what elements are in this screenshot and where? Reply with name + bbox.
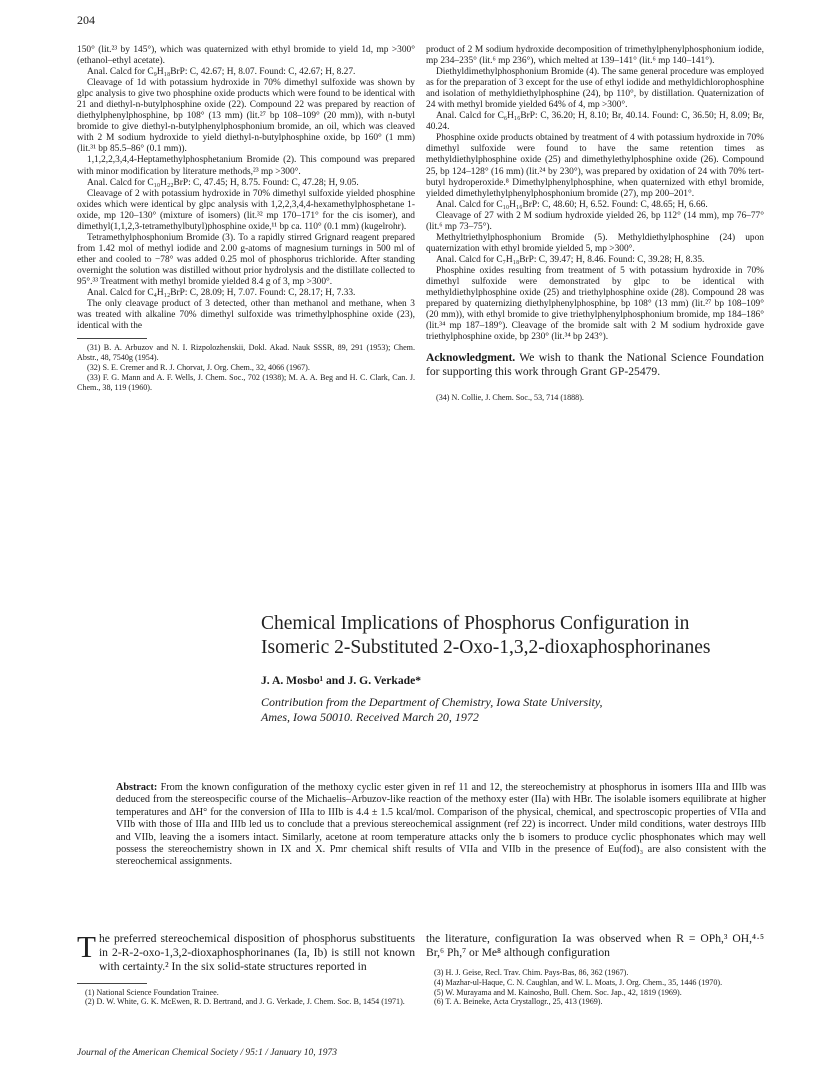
right-paragraph: Phosphine oxide products obtained by treatment of 4 with potassium hydroxide in 70% dimethyl sulfoxide were found to have the same retention times as methyldiethylphosphine oxide (25) and dimethylethylphosphine oxide (26). Compound 25, bp 124–128° (16 mm) (lit.²⁴ by 230°), was prepared by oxidation of 24 with 70% tert-butyl hydroperoxide.⁸ Dimethylphenylphosphine, when quaternized with ethyl bromide, yielded dimethylethylphenylphosphonium bromide (27), mp 200–201°. xyxy=(426,133,764,199)
footnote: (33) F. G. Mann and A. F. Wells, J. Chem. Soc., 702 (1938); M. A. A. Beg and H. C. Clark, Can. J. Chem., 38, 119 (1960). xyxy=(77,373,415,393)
abstract xyxy=(116,782,766,869)
right-paragraph: Diethyldimethylphosphonium Bromide (4). The same general procedure was employed as for the preparation of 3 except for the use of ethyl iodide and methyldichlorophosphine and isolation of methyldiethylphosphine (24), bp 110°, by distillation. Quaternization of 24 with methyl bromide yielded 64% of 4, mp >300°. xyxy=(426,67,764,111)
abstract-text: From the known configuration of the methoxy cyclic ester given in ref 11 and 12, the stereochemistry at phosphorus in isomers IIIa and IIIb was deduced from the stereospecific course of the Michaelis–Arbuzov-like reaction of the methoxy ester (IIa) with HBr. The isolable isomers equilibrate at higher temperatures and ΔH° for the conversion of IIIa to IIIb is 4.4 ± 1.5 kcal/mol. Comparison of the physical, chemical, and spectroscopic properties of VIIa and VIIb with those of IIIa and IIIb led us to conclude that a previous stereochemical assignment (ref 22) is incorrect. Under mild conditions, water destroys IIIb and VIIb, leaving the a isomers intact. Similarly, acetone at room temperature attacks only the b isomers to produce cyclic phosphonates which may well possess the stereochemistry shown in IX and X. Pmr chemical shift results of VIIa and VIIb in the presence of Eu(fod)₃ are also consistent with the stereochemical assignments. xyxy=(116,782,767,868)
authors: J. A. Mosbo¹ and J. G. Verkade* xyxy=(261,674,422,687)
left-paragraph: Tetramethylphosphonium Bromide (3). To a rapidly stirred Grignard reagent prepared from 1.42 mol of methyl iodide and 2.00 g-atoms of magnesium turnings in 500 ml of ether and cooled to −78° was added 0.25 mol of phosphorus trichloride. After standing overnight the solution was distilled without prior hydrolysis and the distillate collected to 95°.³³ Treatment with methyl bromide yielded 8.4 g of 3, mp >300°. xyxy=(77,232,415,287)
footnote-divider xyxy=(77,983,147,984)
intro-continuation: the literature, configuration Ia was observed when R = OPh,³ OH,⁴·⁵ Br,⁶ Ph,⁷ or Me⁸ although configuration xyxy=(426,932,764,960)
footnote: (5) W. Murayama and M. Kainosho, Bull. Chem. Soc. Jap., 42, 1819 (1969). xyxy=(434,987,682,997)
right-column xyxy=(426,45,764,403)
body-left-column xyxy=(77,929,415,1007)
right-paragraph: Cleavage of 27 with 2 M sodium hydroxide yielded 26, bp 112° (14 mm), mp 76–77° (lit.⁶ mp 73–75°). xyxy=(426,210,764,232)
affiliation-line-2: Ames, Iowa 50010. Received March 20, 1972 xyxy=(261,710,479,724)
left-paragraph: Cleavage of 2 with potassium hydroxide in 70% dimethyl sulfoxide yielded phosphine oxides which were identical by glpc analysis with 1,2,2,3,4,4-hexamethylphosphetane 1-oxide, mp 120–130° (mixture of isomers) (lit.³² mp 170–171° for the cis isomer), and dimethyl(1,1,2,3-tetramethylbutyl)phosphine oxide,¹¹ bp ca. 110° (0.1 mm) (kugelrohr). xyxy=(77,188,415,232)
right-paragraph: Phosphine oxides resulting from treatment of 5 with potassium hydroxide in 70% dimethyl sulfoxide were demonstrated by glpc to be identical with methyldiethylphosphine oxide (25) and triethylphosphine oxide (28). Compound 28 was prepared by quaternizing diethylphenylphosphine, bp 108° (13 mm) (lit.²⁷ bp 108–109° (20 mm)), with ethyl bromide to give triethylphenylphosphonium bromide, mp 184–186° (lit.³⁴ mp 187–189°). Cleavage of the bromide salt with 2 M sodium hydroxide gave triethylphosphine oxide, bp 230° (lit.³⁴ bp 243°). xyxy=(426,265,764,343)
acknowledgment xyxy=(426,351,764,379)
right-paragraph: Anal. Calcd for C₆H₁₆BrP: C, 36.20; H, 8.10; Br, 40.14. Found: C, 36.50; H, 8.09; Br, 40.24. xyxy=(426,111,764,133)
body-right-column xyxy=(426,932,764,1007)
footnote: (31) B. A. Arbuzov and N. I. Rizpolozhenskii, Dokl. Akad. Nauk SSSR, 89, 291 (1953); Chem. Abstr., 48, 7540g (1954). xyxy=(77,343,415,363)
journal-footer: Journal of the American Chemical Society / 95:1 / January 10, 1973 xyxy=(77,1048,337,1058)
footnote: (4) Mazhar-ul-Haque, C. N. Caughlan, and W. L. Moats, J. Org. Chem., 35, 1446 (1970). xyxy=(434,978,723,987)
footnote: (3) H. J. Geise, Recl. Trav. Chim. Pays-Bas, 86, 362 (1967). xyxy=(434,968,629,978)
right-paragraph: Anal. Calcd for C₁₀H₁₆BrP: C, 48.60; H, 6.52. Found: C, 48.65; H, 6.66. xyxy=(436,199,708,210)
left-column xyxy=(77,45,415,393)
right-paragraph: product of 2 M sodium hydroxide decomposition of trimethylphenylphosphonium iodide, mp 234–235° (lit.⁶ mp 236°), which melted at 139–141° (lit.⁶ mp 140–141°). xyxy=(426,45,764,67)
intro-paragraph xyxy=(77,929,415,975)
body-left-footnotes xyxy=(77,983,415,1007)
acknowledgment-label: Acknowledgment. xyxy=(426,351,516,365)
article-title xyxy=(261,612,761,660)
title-line-1: Chemical Implications of Phosphorus Configuration in xyxy=(261,613,690,634)
intro-text: he preferred stereochemical disposition of phosphorus substituents in 2-R-2-oxo-1,3,2-dioxaphosphorinanes (Ia, Ib) is still not known with certainty.² In the six solid-state structures reported in xyxy=(98,932,415,974)
right-footnotes xyxy=(426,393,764,403)
affiliation xyxy=(261,695,761,725)
left-paragraph: Anal. Calcd for C₉H₁₈BrP: C, 42.67; H, 8.07. Found: C, 42.67; H, 8.27. xyxy=(87,67,356,78)
footnote: (34) N. Collie, J. Chem. Soc., 53, 714 (1888). xyxy=(436,393,584,403)
right-paragraph: Methyltriethylphosphonium Bromide (5). Methyldiethylphosphine (24) upon quaternization with ethyl bromide yielded 5, mp >300°. xyxy=(426,232,764,254)
title-line-2: Isomeric 2-Substituted 2-Oxo-1,3,2-dioxaphosphorinanes xyxy=(261,637,711,658)
page-number: 204 xyxy=(77,13,95,27)
acknowledgment-text: We wish to thank the National Science Foundation for supporting this work through Grant GP-25479. xyxy=(426,351,764,379)
footnote: (32) S. E. Cremer and R. J. Chorvat, J. Org. Chem., 32, 4066 (1967). xyxy=(87,363,310,373)
left-paragraph: 1,1,2,2,3,4,4-Heptamethylphosphetanium Bromide (2). This compound was prepared with minor modification by literature methods,²³ mp >300°. xyxy=(77,155,415,177)
footnote-divider xyxy=(77,338,147,339)
body-right-footnotes xyxy=(426,968,764,1006)
affiliation-line-1: Contribution from the Department of Chemistry, Iowa State University, xyxy=(261,695,603,709)
footnote: (6) T. A. Beineke, Acta Crystallogr., 25, 413 (1969). xyxy=(434,997,603,1007)
left-paragraph: Anal. Calcd for C₁₀H₂₂BrP: C, 47.45; H, 8.75. Found: C, 47.28; H, 9.05. xyxy=(87,177,359,188)
abstract-label: Abstract: xyxy=(116,782,158,793)
right-paragraph: Anal. Calcd for C₇H₁₈BrP: C, 39.47; H, 8.46. Found: C, 39.28; H, 8.35. xyxy=(436,254,705,265)
footnote: (1) National Science Foundation Trainee. xyxy=(85,987,219,997)
dropcap: T xyxy=(77,929,96,964)
left-paragraph: The only cleavage product of 3 detected, other than methanol and methane, when 3 was treated with alkaline 70% dimethyl sulfoxide was trimethylphosphine oxide (23), identical with the xyxy=(77,299,415,332)
left-paragraph: Anal. Calcd for C₄H₁₂BrP: C, 28.09; H, 7.07. Found: C, 28.17; H, 7.33. xyxy=(87,288,356,299)
left-paragraph: 150° (lit.²³ by 145°), which was quaternized with ethyl bromide to yield 1d, mp >300° (ethanol–ethyl acetate). xyxy=(77,45,415,67)
footnote: (2) D. W. White, G. K. McEwen, R. D. Bertrand, and J. G. Verkade, J. Chem. Soc. B, 1454 (1971). xyxy=(85,997,405,1007)
left-paragraph: Cleavage of 1d with potassium hydroxide in 70% dimethyl sulfoxide was shown by glpc analysis to give two phosphine oxide products which were found to be identical with 21 and diethyl-n-butylphosphine oxide (22). Compound 22 was prepared by reaction of diethylphenylphosphine, bp 108° (13 mm) (lit.²⁷ bp 108–109° (20 mm)), with n-butyl bromide to give diethyl-n-butylphenylphosphonium bromide, an oil, which was cleaved with 2 M sodium hydroxide to yield diethyl-n-butylphosphine oxide, bp 160° (1 mm) (lit.³¹ bp 85.5–86° (0.1 mm)). xyxy=(77,78,415,155)
article-header xyxy=(261,612,761,725)
